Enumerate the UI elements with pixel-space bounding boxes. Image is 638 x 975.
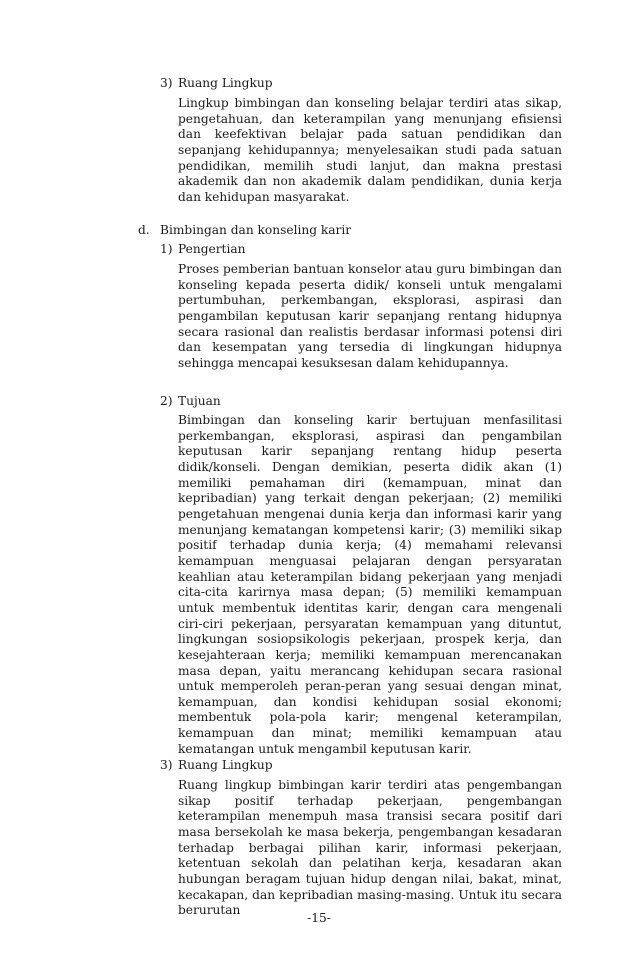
item-number: 3) [160,758,173,772]
paragraph-ruang-lingkup-karir: Ruang lingkup bimbingan karir terdiri atas pengembangan sikap positif terhadap pekerjaan, pengembangan keterampilan menempuh masa transisi secara positif dari masa bersekolah ke masa bekerja, pengembangan kesadaran terhadap berbagai pilihan karir, informasi pekerjaan, ketentuan sekolah dan pelatihan kerja, kesadaran akan hubungan beragam tujuan hidup dengan nilai, bakat, minat, kecakapan, dan kepribadian masing-masing. Untuk itu secara berurutan [178,778,562,918]
paragraph-ruang-lingkup-belajar: Lingkup bimbingan dan konseling belajar terdiri atas sikap, pengetahuan, dan keterampilan yang menunjang efisiensi dan keefektivan belajar pada satuan pendidikan dan sepanjang kehidupannya; menyelesaikan studi pada satuan pendidikan, memilih studi lanjut, dan makna prestasi akademik dan non akademik dalam pendidikan, dunia kerja dan kehidupan masyarakat. [178,96,562,204]
subsection-heading-pengertian [160,241,245,257]
section-letter: d. [138,223,150,237]
subsection-heading-tujuan [160,393,221,409]
item-title: Tujuan [178,394,221,408]
item-number: 3) [160,76,173,90]
item-number: 1) [160,242,173,256]
item-title: Ruang Lingkup [178,76,273,90]
item-number: 2) [160,394,173,408]
section-heading-karir [138,222,351,238]
paragraph-tujuan: Bimbingan dan konseling karir bertujuan menfasilitasi perkembangan, eksplorasi, aspirasi dan pengambilan keputusan karir sepanjang rentang hidup peserta didik/konseli. Dengan demikian, peserta didik akan (1) memiliki pemahaman diri (kemampuan, minat dan kepribadian) yang terkait dengan pekerjaan; (2) memiliki pengetahuan mengenai dunia kerja dan informasi karir yang menunjang kematangan kompetensi karir; (3) memiliki sikap positif terhadap dunia kerja; (4) memahami relevansi kemampuan menguasai pelajaran dengan persyaratan keahlian atau keterampilan bidang pekerjaan yang menjadi cita-cita karirnya masa depan; (5) memiliki kemampuan untuk membentuk identitas karir, dengan cara mengenali ciri-ciri pekerjaan, persyaratan kemampuan yang dituntut, lingkungan sosiopsikologis pekerjaan, prospek kerja, dan kesejahteraan kerja; memiliki kemampuan merencanakan masa depan, yaitu merancang kehidupan secara rasional untuk memperoleh peran-peran yang sesuai dengan minat, kemampuan, dan kondisi kehidupan sosial ekonomi; membentuk pola-pola karir; mengenal keterampilan, kemampuan dan minat; memiliki kemampuan atau kematangan untuk mengambil keputusan karir. [178,413,562,756]
section-heading-ruang-lingkup-belajar [160,75,273,91]
subsection-heading-ruang-lingkup-karir [160,757,273,773]
item-title: Ruang Lingkup [178,758,273,772]
section-title: Bimbingan dan konseling karir [160,223,352,237]
paragraph-pengertian: Proses pemberian bantuan konselor atau guru bimbingan dan konseling kepada peserta didik/ konseli untuk mengalami pertumbuhan, perkembangan, eksplorasi, aspirasi dan pengambilan keputusan karir sepanjang rentang hidupnya secara rasional dan realistis berdasar informasi potensi diri dan kesempatan yang tersedia di lingkungan hidupnya sehingga mencapai kesuksesan dalam kehidupannya. [178,262,562,370]
item-title: Pengertian [178,242,246,256]
page-number: -15- [307,911,331,925]
